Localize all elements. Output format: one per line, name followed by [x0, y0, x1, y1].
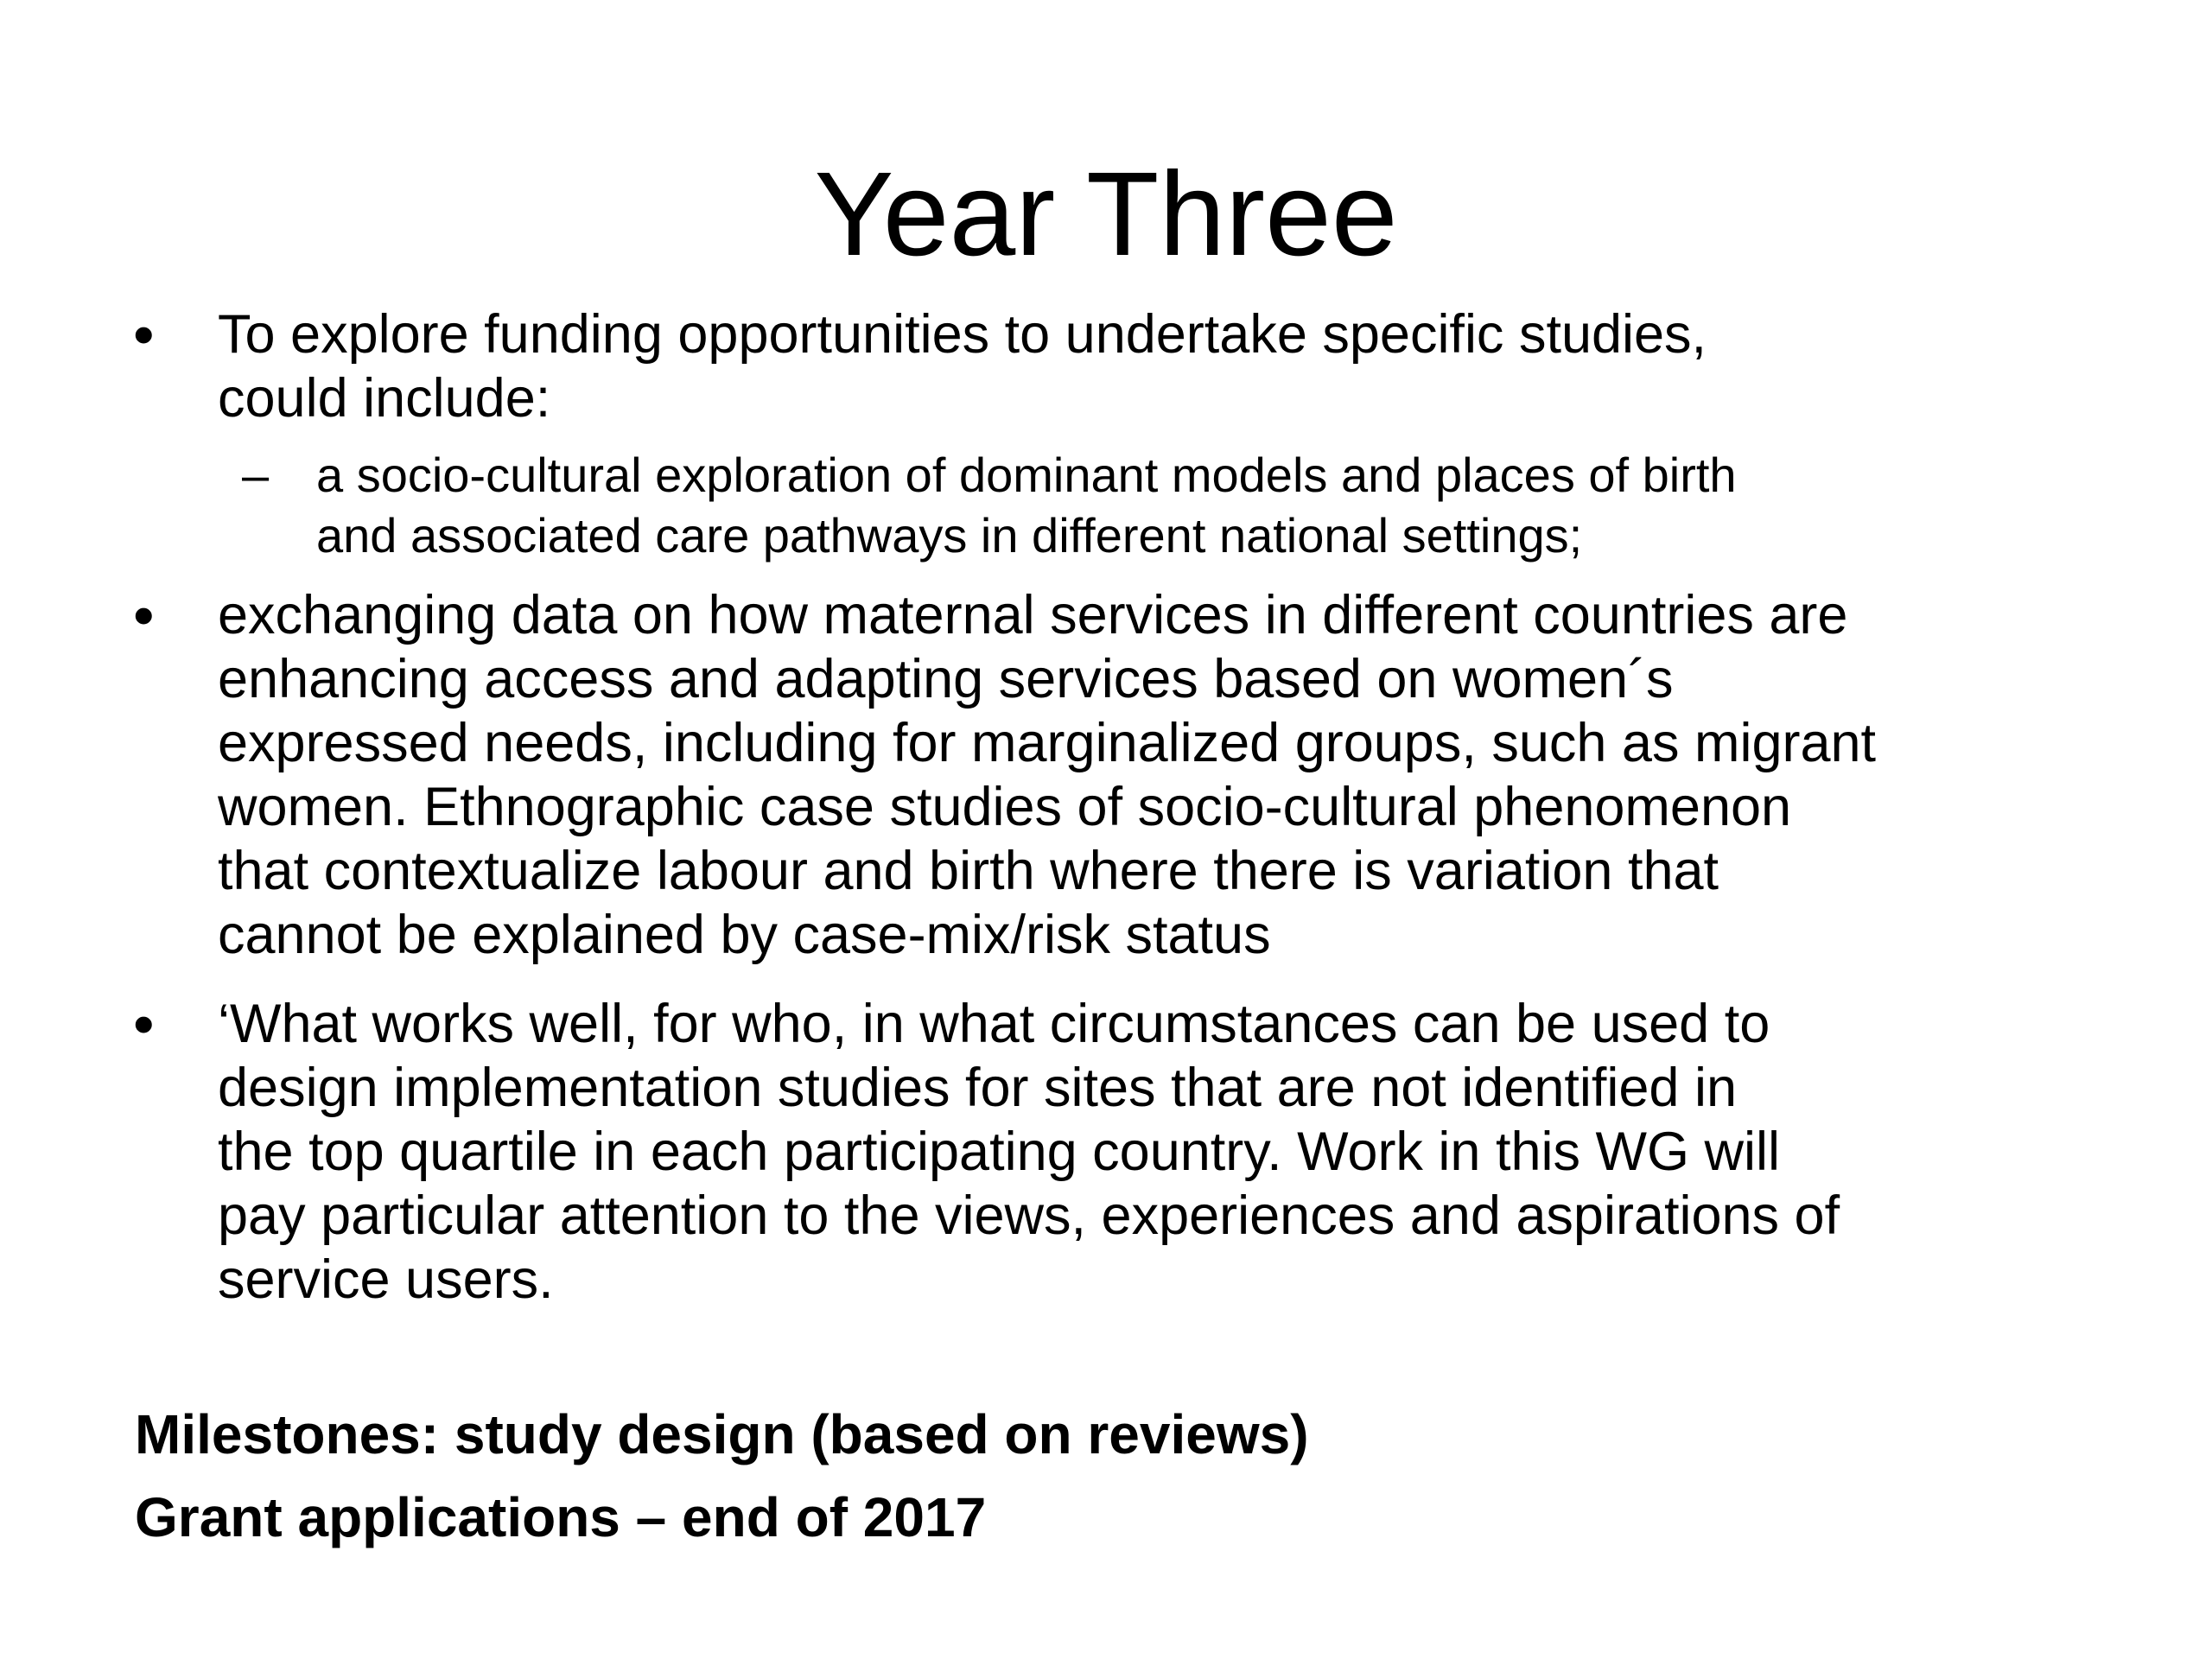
milestone-study-design: Milestones: study design (based on reviews) [135, 1403, 1309, 1465]
bullet-marker: • [133, 301, 155, 368]
milestone-grant-applications: Grant applications – end of 2017 [135, 1486, 987, 1548]
bullet-text: exchanging data on how maternal services in different countries are enhancing access and adapting services based on women´s expressed needs, including for marginalized groups, such as migrant women. Ethnographic case studies of socio-cultural phenomenon that contextualize labour and birth where there is variation that cannot be explained by case-mix/risk status [218, 585, 1877, 965]
bullet-marker: • [133, 990, 155, 1058]
bullet-text: To explore funding opportunities to undertake specific studies, could include: [218, 304, 1707, 429]
sub-bullet-text: a socio-cultural exploration of dominant models and places of birth and associated care pathways in different national settings; [316, 448, 1737, 563]
slide-title: Year Three [814, 148, 1398, 281]
bullet-marker: • [133, 582, 155, 649]
sub-bullet-marker: – [242, 448, 270, 502]
bullet-text: ‘What works well, for who, in what circumstances can be used to design implementation studies for sites that are not identified in the top quartile in each participating country. Work in this WG will pay particular attention to the views, experiences and aspirations of service users. [218, 994, 1840, 1310]
